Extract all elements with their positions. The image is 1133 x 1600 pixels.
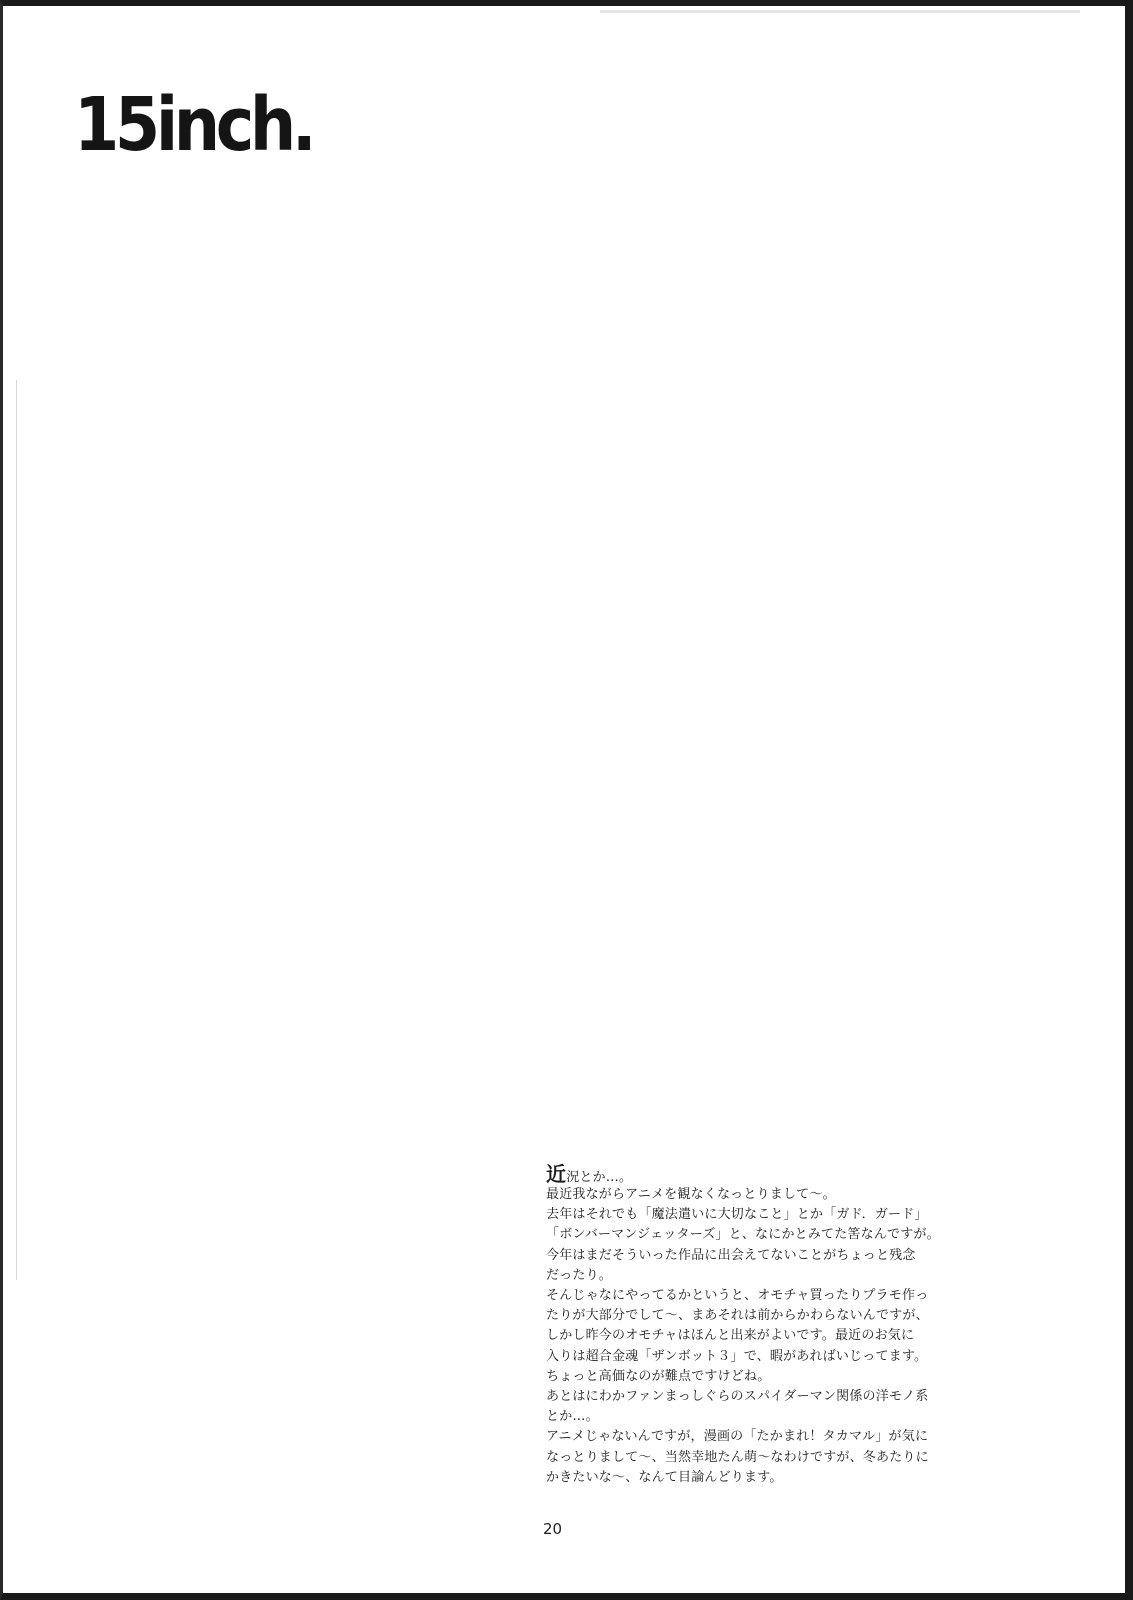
page-number: 20 [543, 1520, 563, 1538]
body-line: なっとりまして〜、当然幸地たん萌〜なわけですが、冬あたりに [546, 1449, 929, 1465]
page-gutter-line [16, 380, 17, 1280]
body-line: とか…。 [546, 1409, 599, 1425]
body-line: 去年はそれでも「魔法遣いに大切なこと」とか「ガド．ガード」 [546, 1207, 928, 1223]
heading-rest: 況とか…。 [566, 1170, 633, 1185]
logo-title: 15inch. [74, 82, 313, 168]
body-line: ちょっと高価なのが難点ですけどね。 [546, 1368, 771, 1384]
scan-artifact [600, 10, 1080, 13]
body-line: 今年はまだそういった作品に出会えてないことがちょっと残念 [546, 1247, 916, 1263]
body-line: 最近我ながらアニメを観なくなっとりまして〜。 [546, 1187, 836, 1202]
body-line: だったり。 [546, 1267, 613, 1283]
body-line: しかし昨今のオモチャはほんと出来がよいです。最近のお気に [546, 1328, 915, 1344]
body-line: アニメじゃないんですが，漫画の「たかまれ！タカマル」が気に [546, 1429, 929, 1445]
body-line: かきたいな〜、なんて目論んどります。 [546, 1469, 783, 1485]
body-line: 「ボンバーマンジェッターズ」と、なにかとみてた筈なんですが。 [546, 1227, 940, 1243]
body-line: あとはにわかファンまっしぐらのスパイダーマン関係の洋モノ系 [546, 1389, 929, 1405]
heading-initial: 近 [546, 1162, 567, 1186]
afterword-text [546, 1163, 1066, 1488]
body-line: 入りは超合金魂「ザンボット３」で、暇があればいじってます。 [546, 1348, 928, 1364]
section-heading [546, 1163, 1066, 1185]
body-line: たりが大部分でして〜、まあそれは前からかわらないんですが、 [546, 1308, 929, 1324]
body-line: そんじゃなにやってるかというと、オモチャ買ったりプラモ作っ [546, 1288, 929, 1304]
